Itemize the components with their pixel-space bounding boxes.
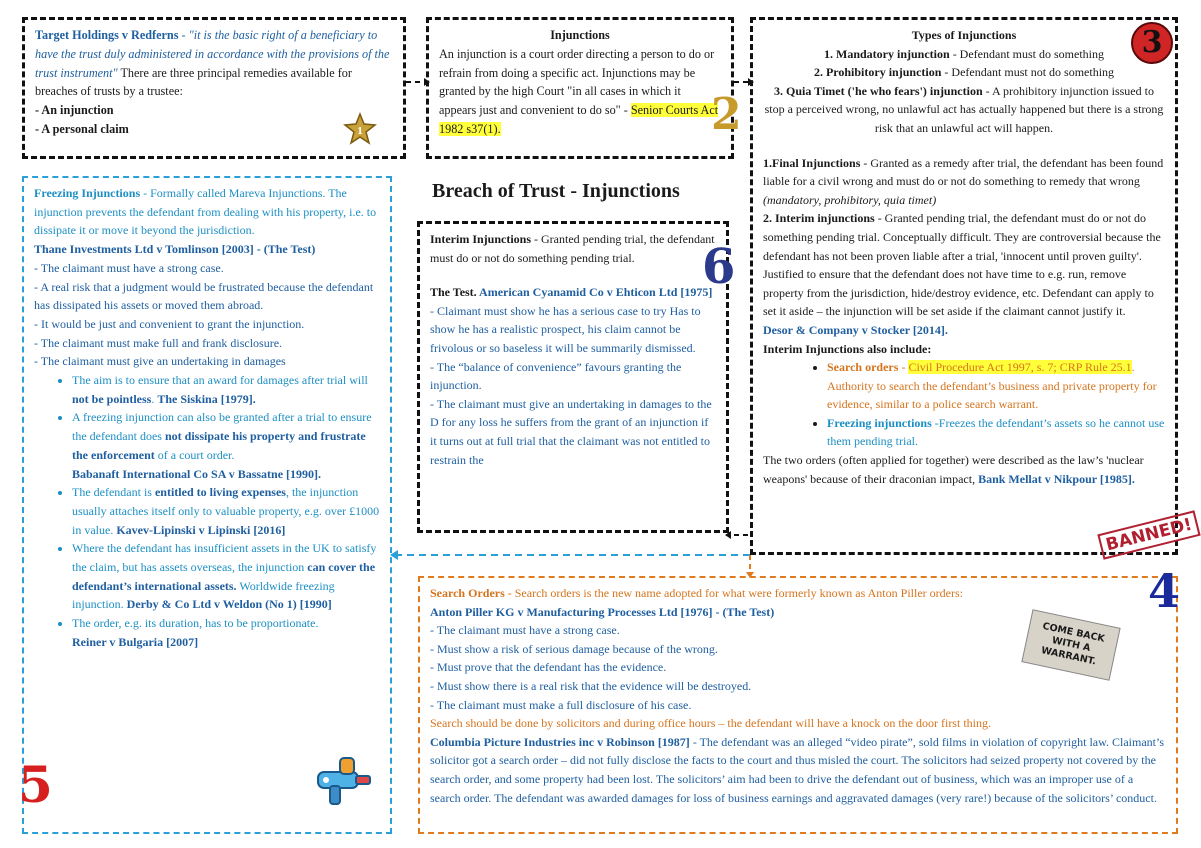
injunctions-box [426, 17, 742, 159]
test-line: - Must prove that the defendant has the evidence. [430, 660, 667, 675]
test-line: - The claimant must give an undertaking in damages [34, 354, 286, 369]
test-line: - A real risk that a judgment would be frustrated because the defendant has dissipated his assets or moved them abroad. [34, 279, 374, 313]
type-item: 2. Prohibitory injunction - Defendant must not do something [813, 65, 1115, 80]
badge-2: 2 [711, 89, 742, 140]
quote: "it is the basic right of a beneficiary to have the trust duly administered in accordance with the provisions of the trust instrument" [35, 28, 390, 80]
bullet-item: • The defendant is entitled to living expenses, the injunction usually attaches itself only to valuable property, e.g. over £1000 in value. Kavev-Lipinski v Lipinski [2016] [72, 483, 380, 539]
remedy-item: - A personal claim [35, 121, 129, 136]
badge-5: 5 [18, 755, 53, 814]
interim-injunctions-box: Interim Injunctions - Granted pending trial, the defendant must do or not do something pending trial. The Test. American Cyanamid Co v Ehticon Ltd [1975] - Claimant must show he has a serious case to try Has to show he has a realistic prospect, his claim cannot be frivolous or so baseless it will be summarily dismissed. - The “balance of convenience” favours granting the injunction. - The claimant must give an undertaking in damages to the D for any loss he suffers from the grant of an injunction if it turns out at full trial that the claimant was not entitled to restrain the 6 [417, 221, 729, 533]
type-item: 1. Mandatory injunction - Defendant must do something [824, 46, 1104, 61]
bullet-item: • Where the defendant has insufficient assets in the UK to satisfy the claim, but has assets overseas, the injunction can cover the defendant’s international assets. Worldwide freezing injunction. Derby & Co Ltd v Weldon (No 1) [1990] [72, 539, 380, 614]
injunctions-heading: Injunctions [550, 28, 610, 42]
freezing-injunctions-box: Freezing Injunctions - Formally called Mareva Injunctions. The injunction prevents the defendant from dealing with his property, i.e. to dissipate it or move it beyond the jurisdiction. Thane Investments Ltd v Tomlinson [2003] - (The Test) - The claimant must have a strong case. - A real risk that a judgment would be frustrated because the defendant has dissipated his assets or moved them abroad. - It would be just and convenient to grant the injunction. - The claimant must make full and frank disclosure. - The claimant must give an undertaking in damages • The aim is to ensure that an award for damages after trial will not be pointless. The Siskina [1979]. • A freezing injunction can also be granted after a trial to ensure the defendant does not dissipate his property and frustrate the enforcement of a court order. Babanaft International Co SA v Bassatne [1990]. • The defendant is entitled to living expenses, the injunction usually attaches itself only to valuable property, e.g. over £1000 in value. Kavev-Lipinski v Lipinski [2016] • Where the defendant has insufficient assets in the UK to satisfy the claim, but has assets overseas, the injunction can cover the defendant’s international assets. Worldwide freezing injunction. Derby & Co Ltd v Weldon (No 1) [1990] • The order, e.g. its duration, has to be proportionate. Reiner v Bulgaria [2007] 5 [22, 176, 392, 834]
bullet-item: • The order, e.g. its duration, has to be proportionate. Reiner v Bulgaria [2007] [72, 614, 380, 651]
test-line: - Must show there is a real risk that the evidence will be destroyed. [430, 678, 752, 693]
case-desor: Desor & Company v Stocker [2014]. [763, 322, 948, 337]
types-heading: Types of Injunctions [911, 28, 1017, 42]
test-line: - It would be just and convenient to grant the injunction. [34, 316, 305, 331]
warrant-sign: COME BACK WITH A WARRANT. [1021, 609, 1120, 681]
test-line: - Must show a risk of serious damage because of the wrong. [430, 641, 718, 656]
page-title: Breach of Trust - Injunctions [432, 180, 680, 202]
statute-highlight: Senior Courts Act 1982 s37(1). [439, 103, 719, 136]
injunctions-text: An injunction is a court order directing a person to do or refrain from doing a specific act. Injunctions may be granted by the high Court "in all cases in which it appears just and convenient to do so" - [439, 46, 715, 118]
type-item: 3. Quia Timet ('he who fears') injunction - A prohibitory injunction issued to stop a perceived wrong, no unlawful act has actually happened but there is a strong risk that an unlawful act will happen. [764, 83, 1164, 135]
test-line: - The claimant must have a strong case. [34, 260, 224, 275]
badge-1 [343, 112, 377, 146]
star-badge-icon [343, 112, 377, 146]
closing-text: The two orders (often applied for together) were described as the law’s 'nuclear weapons' because of their draconian impact, Bank Mellat v Nikpour [1985]. [763, 453, 1144, 486]
search-orders-box: Search Orders - Search orders is the new name adopted for what were formerly known as Anton Piller orders: Anton Piller KG v Manufacturing Processes Ltd [1976] - (The Test) - The claimant must have a strong case. - Must show a risk of serious damage because of the wrong. - Must prove that the defendant has the evidence. - Must show there is a real risk that the evidence will be destroyed. - The claimant must make a full disclosure of his case. Search should be done by solicitors and during office hours – the defendant will have a knock on the door first thing. Columbia Picture Industries inc v Robinson [1987] - The defendant was an alleged “video pirate”, sold films in violation of copyright law. Claimant’s solicitor got a search order – did not fully disclose the facts to the court and thus misled the court. The solicitors had seized property not covered by the search order, and some property had been lost. The solicitors’ aim had been to drive the defendant out of business, which was an improper use of a search order. The defendant was awarded damages for loss of business earnings and aggravated damages (very rare!) because of the solicitors’ conduct. 4 COME BACK WITH A WARRANT. [418, 576, 1178, 834]
test-line: - The claimant must have a strong case. [430, 623, 620, 638]
water-gun-icon [312, 752, 376, 814]
target-holdings-box: Target Holdings v Redferns - "it is the basic right of a beneficiary to have the trust duly administered in accordance with the provisions of the trust instrument" There are three principal remedies available for breaches of trusts by a trustee: - An injunction - A personal claim 1 [22, 17, 406, 159]
case-anton-piller: Anton Piller KG v Manufacturing Processes Ltd [1976] - (The Test) [430, 604, 775, 619]
test-line: - The “balance of convenience” favours granting the injunction. [430, 359, 682, 393]
remedies-text: There are three principal remedies available for breaches of trusts by a trustee: [35, 65, 352, 99]
case-target-holdings: Target Holdings v Redferns [35, 28, 179, 42]
case-thane: Thane Investments Ltd v Tomlinson [2003] - (The Test) [34, 242, 316, 257]
bullet-item: • The aim is to ensure that an award for damages after trial will not be pointless. The Siskina [1979]. [72, 371, 380, 408]
remedy-item: - An injunction [35, 103, 114, 118]
banned-stamp: BANNED! [1097, 510, 1200, 559]
interim-injunctions: 2. Interim injunctions - Granted pending trial, the defendant must do or not do something pending trial. Conceptually difficult. They are controversial because the defendant has not been proven liable after a trial, 'innocent until proven guilty'. Justified to ensure that the defendant does not have time to e.g. run, remove property from the jurisdiction, hide/destroy evidence, etc. Defendant can apply to set it aside – the injunction will be set aside if the claimant cannot justify it. [763, 211, 1161, 319]
svg-text:1: 1 [357, 125, 363, 137]
badge-6: 6 [702, 239, 736, 295]
final-injunctions: 1.Final Injunctions - Granted as a remedy after trial, the defendant has been found liable for a civil wrong and must do or not do something to remedy that wrong (mandatory, prohibitory, quia timet) [763, 155, 1164, 207]
test-line: - The claimant must make full and frank disclosure. [34, 335, 283, 350]
test-line: - Claimant must show he has a serious case to try Has to show he has a realistic prospect, his claim cannot be frivolous or so baseless it will be summarily dismissed. [430, 303, 701, 355]
types-of-injunctions-box [750, 17, 1195, 556]
search-note: Search should be done by solicitors and during office hours – the defendant will have a knock on the door first thing. [430, 716, 991, 731]
badge-3: 3 [1131, 22, 1173, 64]
freezing-injunctions-item: • Freezing injunctions -Freezes the defendant’s assets so he cannot use them pending trial. [827, 414, 1165, 451]
the-test: The Test. American Cyanamid Co v Ehticon Ltd [1975] [430, 285, 713, 300]
bullet-item: • A freezing injunction can also be granted after a trial to ensure the defendant does not dissipate his property and frustrate the enforcement of a court order. Babanaft International Co SA v Bassatne [1990]. [72, 408, 380, 483]
badge-4: 4 [1148, 564, 1181, 618]
also-include: Interim Injunctions also include: [763, 341, 932, 356]
test-line: - The claimant must give an undertaking in damages to the D for any loss he suffers from the grant of an injunction if it turns out at full trial that the claimant was not entitled to restrain the [430, 396, 712, 467]
test-line: - The claimant must make a full disclosure of his case. [430, 697, 692, 712]
search-orders-item: • Search orders - Civil Procedure Act 1997, s. 7; CRP Rule 25.1. Authority to search the defendant’s business and private property for evidence, similar to a police search warrant. [827, 358, 1165, 414]
